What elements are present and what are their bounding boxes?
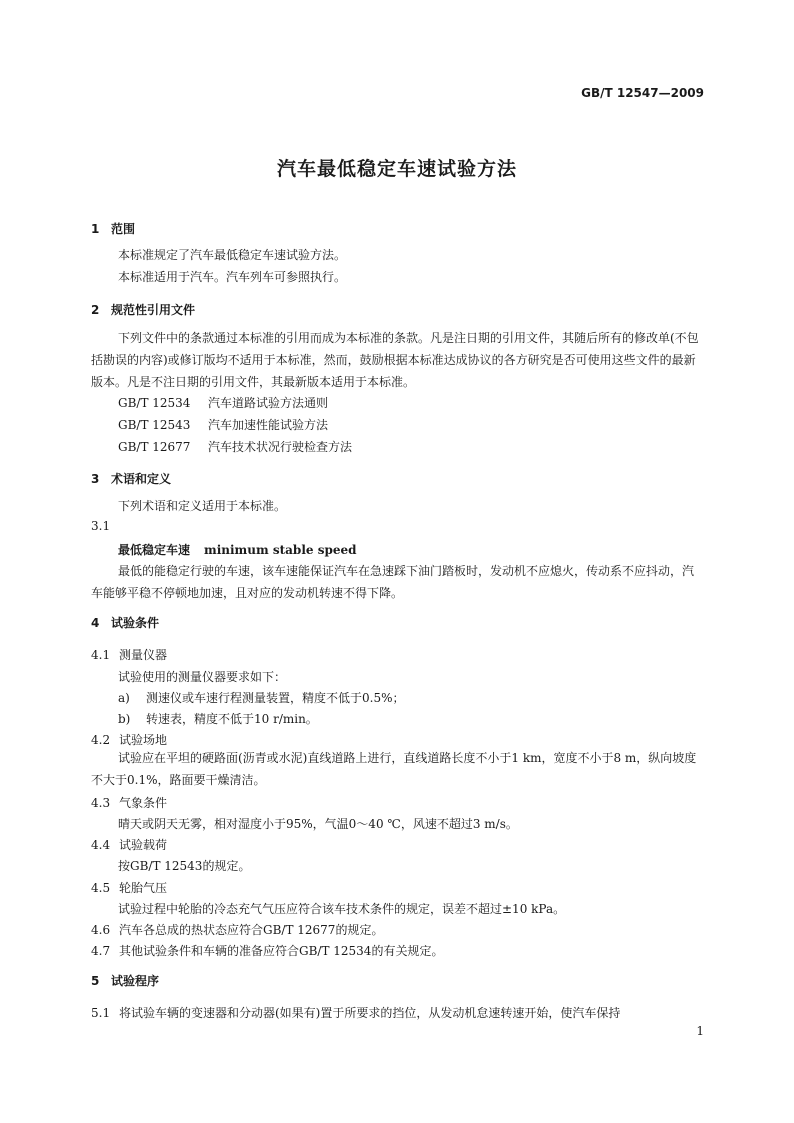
clause-title: 测量仪器 bbox=[119, 648, 168, 662]
clause-title: 试验载荷 bbox=[119, 838, 168, 852]
clause-number: 4.1 bbox=[91, 648, 111, 662]
reference-code: GB/T 12534 bbox=[118, 396, 191, 410]
section-title: 范围 bbox=[111, 222, 136, 236]
paragraph: 试验应在平坦的硬路面(沥青或水泥)直线道路上进行，直线道路长度不小于1 km，宽度不小于8 m，纵向坡度不大于0.1%，路面要干燥清洁。 bbox=[91, 751, 697, 787]
clause-number: 4.6 bbox=[91, 923, 111, 937]
clause-4-3-heading bbox=[91, 794, 167, 811]
reference-item bbox=[118, 394, 328, 411]
clause-4-5-heading bbox=[91, 879, 167, 896]
paragraph: 下列文件中的条款通过本标准的引用而成为本标准的条款。凡是注日期的引用文件，其随后所有的修改单(不包括勘误的内容)或修订版均不适用于本标准，然而，鼓励根据本标准达成协议的各方研究是否可使用这些文件的最新版本。凡是不注日期的引用文件，其最新版本适用于本标准。 bbox=[91, 331, 699, 389]
section-title: 试验程序 bbox=[111, 974, 160, 988]
paragraph: 下列术语和定义适用于本标准。 bbox=[118, 499, 287, 513]
reference-item bbox=[118, 416, 328, 433]
paragraph: 本标准规定了汽车最低稳定车速试验方法。 bbox=[118, 248, 347, 262]
paragraph: 按GB/T 12543的规定。 bbox=[118, 859, 251, 873]
list-marker: b) bbox=[118, 712, 131, 726]
reference-code: GB/T 12677 bbox=[118, 440, 191, 454]
clause-4-4-heading bbox=[91, 836, 167, 853]
section-5-heading bbox=[91, 972, 159, 989]
reference-title: 汽车道路试验方法通则 bbox=[208, 396, 329, 410]
section-title: 规范性引用文件 bbox=[111, 303, 196, 317]
reference-title: 汽车加速性能试验方法 bbox=[208, 418, 329, 432]
term-english: minimum stable speed bbox=[204, 543, 357, 557]
section-1-heading bbox=[91, 220, 135, 237]
section-title: 术语和定义 bbox=[111, 472, 172, 486]
clause-number: 3.1 bbox=[91, 519, 111, 533]
list-item bbox=[118, 710, 318, 727]
reference-code: GB/T 12543 bbox=[118, 418, 191, 432]
section-title: 试验条件 bbox=[111, 616, 160, 630]
section-number: 4 bbox=[91, 616, 100, 630]
paragraph: 本标准适用于汽车。汽车列车可参照执行。 bbox=[118, 270, 347, 284]
section-number: 5 bbox=[91, 974, 100, 988]
list-item bbox=[118, 689, 405, 706]
clause-title: 轮胎气压 bbox=[119, 881, 168, 895]
paragraph: 晴天或阴天无雾，相对湿度小于95%，气温0～40 ℃，风速不超过3 m/s。 bbox=[118, 817, 518, 831]
document-title: 汽车最低稳定车速试验方法 bbox=[276, 158, 517, 180]
clause-number: 4.5 bbox=[91, 881, 111, 895]
reference-item bbox=[118, 438, 352, 455]
term-chinese: 最低稳定车速 bbox=[118, 543, 191, 557]
clause-text: 其他试验条件和车辆的准备应符合GB/T 12534的有关规定。 bbox=[119, 944, 444, 958]
clause-4-6 bbox=[91, 921, 383, 938]
clause-text: 将试验车辆的变速器和分动器(如果有)置于所要求的挡位，从发动机怠速转速开始，使汽车保持 bbox=[119, 1006, 621, 1020]
reference-title: 汽车技术状况行驶检查方法 bbox=[208, 440, 353, 454]
list-item-text: 测速仪或车速行程测量装置，精度不低于0.5%； bbox=[146, 691, 405, 705]
section-4-heading bbox=[91, 614, 159, 631]
page-number: 1 bbox=[696, 1024, 704, 1038]
clause-4-7 bbox=[91, 942, 443, 959]
clause-5-1 bbox=[91, 1004, 620, 1021]
clause-number: 5.1 bbox=[91, 1006, 111, 1020]
paragraph: 试验使用的测量仪器要求如下： bbox=[118, 670, 287, 684]
section-3-heading bbox=[91, 470, 171, 487]
section-number: 2 bbox=[91, 303, 100, 317]
section-2-heading bbox=[91, 301, 195, 318]
document-code: GB/T 12547—2009 bbox=[581, 86, 704, 100]
clause-text: 汽车各总成的热状态应符合GB/T 12677的规定。 bbox=[119, 923, 384, 937]
clause-number: 4.2 bbox=[91, 733, 111, 747]
list-item-text: 转速表，精度不低于10 r/min。 bbox=[146, 712, 318, 726]
clause-4-2-heading bbox=[91, 731, 167, 748]
clause-number: 4.7 bbox=[91, 944, 111, 958]
clause-4-1-heading bbox=[91, 646, 167, 663]
list-marker: a) bbox=[118, 691, 130, 705]
section-number: 1 bbox=[91, 222, 100, 236]
clause-title: 试验场地 bbox=[119, 733, 168, 747]
paragraph: 试验过程中轮胎的冷态充气气压应符合该车技术条件的规定，误差不超过±10 kPa。 bbox=[118, 902, 566, 916]
clause-number: 4.4 bbox=[91, 838, 111, 852]
clause-number: 4.3 bbox=[91, 796, 111, 810]
clause-title: 气象条件 bbox=[119, 796, 168, 810]
term-entry bbox=[118, 541, 357, 558]
section-number: 3 bbox=[91, 472, 100, 486]
term-definition: 最低的能稳定行驶的车速，该车速能保证汽车在急速踩下油门踏板时，发动机不应熄火，传动系不应抖动，汽车能够平稳不停顿地加速，且对应的发动机转速不得下降。 bbox=[91, 564, 695, 600]
